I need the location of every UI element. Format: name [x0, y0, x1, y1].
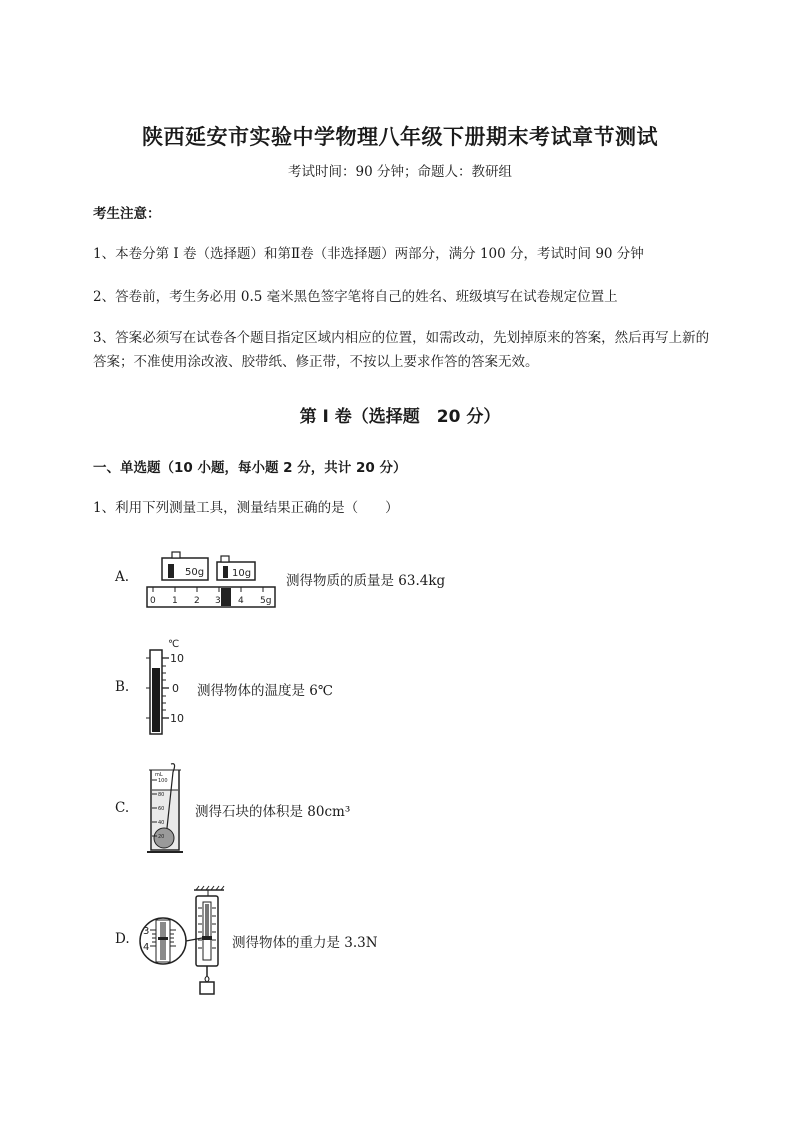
cylinder-tick-20: 20: [158, 834, 165, 840]
spring-scale-tick-4-left: 4: [143, 942, 150, 953]
cylinder-tick-80: 80: [158, 792, 165, 798]
scale-tick-1: 1: [172, 596, 178, 606]
notice-heading: 考生注意：: [93, 206, 161, 222]
weight-10g-label: 10g: [232, 568, 252, 579]
thermometer-tick-10-bottom: 10: [170, 712, 184, 725]
thermometer-unit-label: ℃: [168, 639, 180, 650]
cylinder-tick-60: 60: [158, 806, 165, 812]
thermometer-tick-0: 0: [172, 682, 179, 695]
thermometer-tick-10-top: 10: [170, 652, 184, 665]
notice-item-1: 1、本卷分第 I 卷（选择题）和第Ⅱ卷（非选择题）两部分，满分 100 分，考试时间 90 分钟: [93, 246, 644, 262]
scale-tick-3: 3: [215, 596, 221, 606]
spring-scale-tick-3-left: 3: [143, 926, 150, 937]
weight-50g-label: 50g: [185, 567, 205, 578]
option-d-letter: D.: [115, 931, 130, 947]
scale-tick-2: 2: [194, 596, 200, 606]
scale-tick-5: 5g: [260, 596, 272, 606]
option-a-text: 测得物质的质量是 63.4kg: [286, 573, 446, 589]
spring-scale-figure: [138, 884, 228, 1000]
option-b-letter: B.: [115, 679, 130, 695]
question-stem: 1、利用下列测量工具，测量结果正确的是（ ）: [93, 500, 399, 516]
option-a-letter: A.: [115, 569, 130, 585]
part-heading: 一、单选题（10 小题，每小题 2 分，共计 20 分）: [93, 460, 407, 476]
option-b-text: 测得物体的温度是 6℃: [197, 683, 333, 699]
scale-tick-4: 4: [238, 596, 244, 606]
page-subtitle: 考试时间：90 分钟；命题人：教研组: [288, 164, 512, 180]
page-title: 陕西延安市实验中学物理八年级下册期末考试章节测试: [142, 125, 658, 149]
cylinder-unit-label: mL: [155, 772, 163, 778]
balance-scale-figure: [145, 548, 280, 614]
option-d-text: 测得物体的重力是 3.3N: [232, 935, 378, 951]
section-title: 第 I 卷（选择题 20 分）: [299, 407, 501, 427]
cylinder-tick-100: 100: [158, 778, 168, 784]
option-c-text: 测得石块的体积是 80cm³: [195, 804, 351, 820]
thermometer-figure: [140, 636, 195, 744]
notice-item-2: 2、答卷前，考生务必用 0.5 毫米黑色签字笔将自己的姓名、班级填写在试卷规定位置上: [93, 289, 618, 305]
graduated-cylinder-figure: [143, 762, 188, 861]
cylinder-tick-40: 40: [158, 820, 165, 826]
notice-item-3: 3、答案必须写在试卷各个题目指定区域内相应的位置，如需改动，先划掉原来的答案，然后再写上新的答案；不准使用涂改液、胶带纸、修正带，不按以上要求作答的答案无效。: [93, 330, 710, 370]
scale-tick-0: 0: [150, 596, 156, 606]
option-c-letter: C.: [115, 800, 130, 816]
